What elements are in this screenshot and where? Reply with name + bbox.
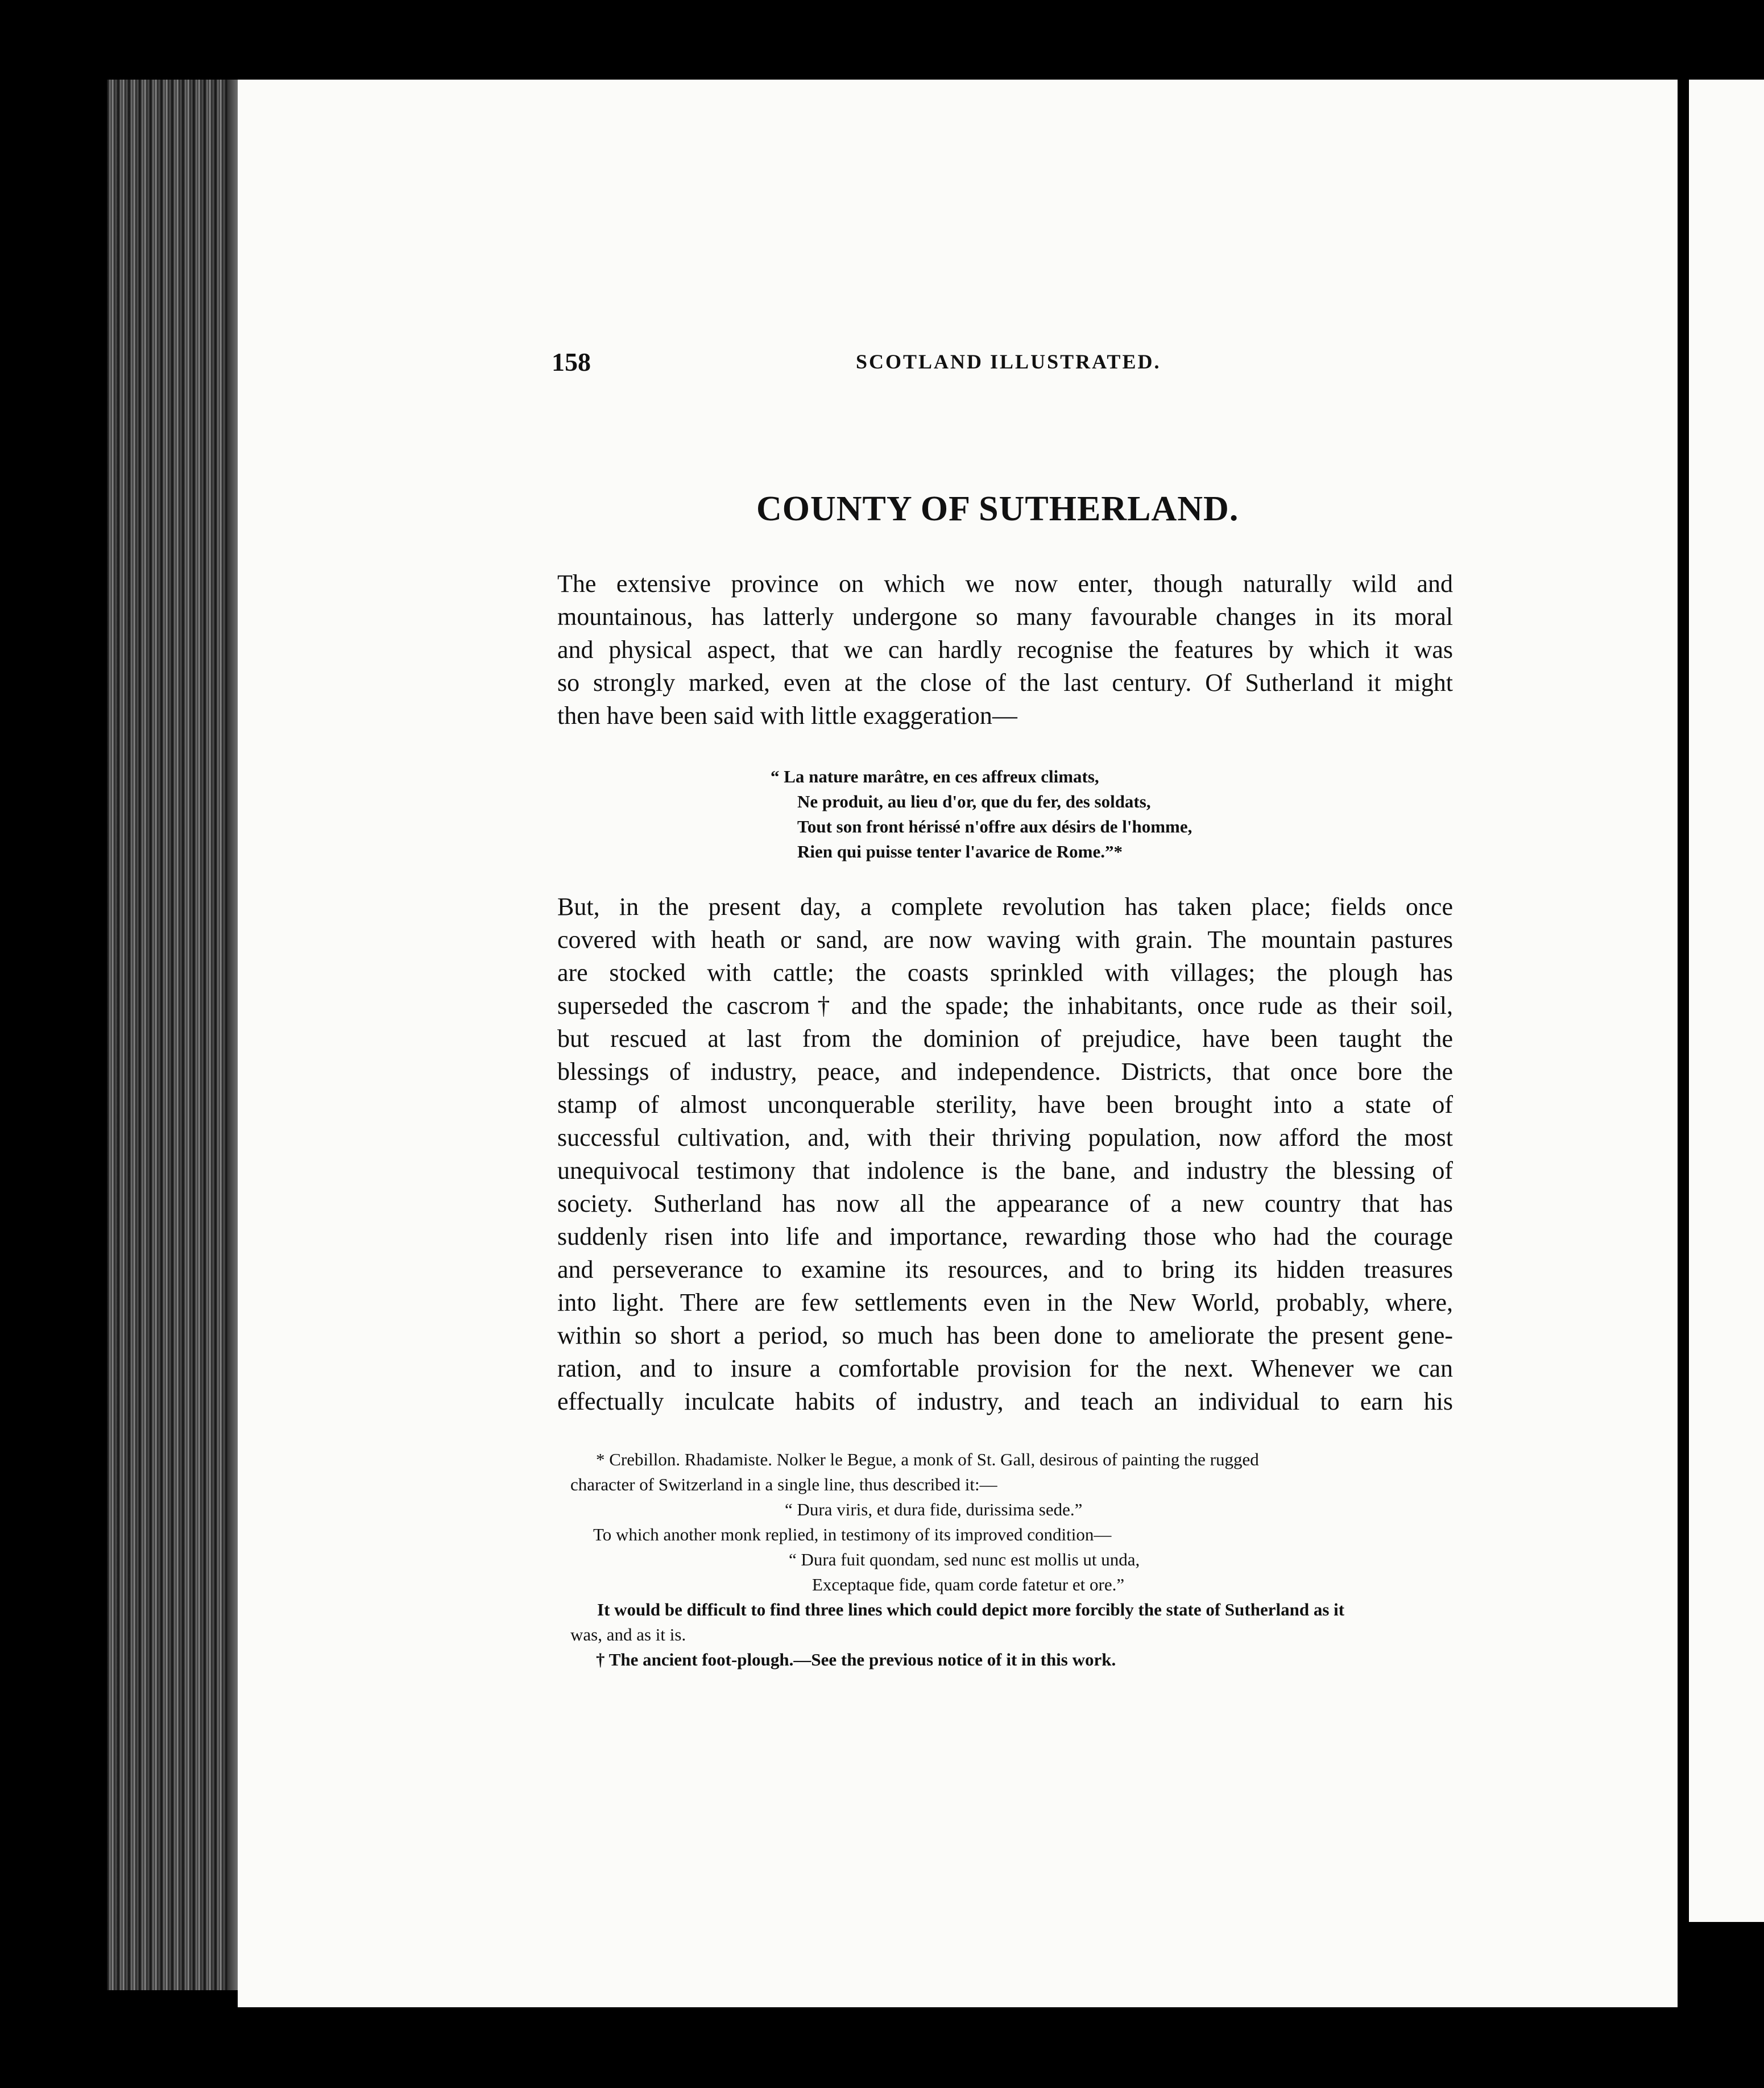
footnote-line: character of Switzerland in a single line, thus described it:—	[570, 1474, 997, 1494]
paragraph-line: But, in the present day, a complete revolution has taken place; fields once	[557, 893, 1453, 921]
verse-line: “ La nature marâtre, en ces affreux climats,	[771, 767, 1099, 786]
paragraph-line: within so short a period, so much has been done to ameliorate the present gene-	[557, 1321, 1453, 1349]
paragraph-line: and perseverance to examine its resources, and to bring its hidden treasures	[557, 1256, 1453, 1283]
chapter-title: COUNTY OF SUTHERLAND.	[756, 490, 1239, 528]
verse-line: Rien qui puisse tenter l'avarice de Rome.”*	[797, 842, 1123, 861]
intro-line: so strongly marked, even at the close of the last century. Of Sutherland it might	[557, 669, 1453, 697]
paragraph-line: ration, and to insure a comfortable provision for the next. Whenever we can	[557, 1354, 1453, 1382]
intro-line: then have been said with little exaggeration—	[557, 702, 1017, 730]
paragraph-line: effectually inculcate habits of industry, and teach an individual to earn his	[557, 1387, 1453, 1415]
verse-line: Tout son front hérissé n'offre aux désirs de l'homme,	[797, 817, 1192, 836]
intro-line: and physical aspect, that we can hardly recognise the features by which it was	[557, 636, 1453, 664]
footnote-line: “ Dura fuit quondam, sed nunc est mollis ut unda,	[789, 1550, 1140, 1569]
intro-line: The extensive province on which we now enter, though naturally wild and	[557, 570, 1453, 598]
page-number: 158	[552, 347, 591, 376]
footnote-line: Exceptaque fide, quam corde fatetur et ore.”	[812, 1575, 1125, 1594]
book-page-edges	[107, 80, 238, 1990]
paragraph-line: covered with heath or sand, are now waving with grain. The mountain pastures	[557, 926, 1453, 954]
paragraph-line: but rescued at last from the dominion of prejudice, have been taught the	[557, 1025, 1453, 1053]
paragraph-line: are stocked with cattle; the coasts sprinkled with villages; the plough has	[557, 959, 1453, 987]
footnote-line: “ Dura viris, et dura fide, durissima sede.”	[785, 1499, 1083, 1519]
footnote-line: * Crebillon. Rhadamiste. Nolker le Begue, a monk of St. Gall, desirous of painting the rugged	[596, 1449, 1259, 1469]
verse-line: Ne produit, au lieu d'or, que du fer, des soldats,	[797, 792, 1151, 811]
book-edge-shadow	[227, 80, 239, 1990]
footnote-line: was, and as it is.	[570, 1625, 686, 1644]
running-head: SCOTLAND ILLUSTRATED.	[856, 350, 1161, 373]
paragraph-line: into light. There are few settlements even in the New World, probably, where,	[557, 1289, 1453, 1316]
paragraph-line: stamp of almost unconquerable sterility, have been brought into a state of	[557, 1091, 1453, 1118]
footnote-line: It would be difficult to find three lines which could depict more forcibly the state of Sutherland as it	[597, 1600, 1345, 1619]
footnote-line: To which another monk replied, in testimony of its improved condition—	[593, 1524, 1112, 1544]
footnote-line: † The ancient foot-plough.—See the previous notice of it in this work.	[596, 1650, 1116, 1669]
facing-page-edge	[1689, 80, 1764, 1922]
paragraph-line: unequivocal testimony that indolence is the bane, and industry the blessing of	[557, 1157, 1453, 1184]
intro-line: mountainous, has latterly undergone so many favourable changes in its moral	[557, 603, 1453, 631]
paragraph-line: suddenly risen into life and importance, rewarding those who had the courage	[557, 1223, 1453, 1250]
paragraph-line: blessings of industry, peace, and independence. Districts, that once bore the	[557, 1058, 1453, 1086]
paragraph-line: superseded the cascrom† and the spade; the inhabitants, once rude as their soil,	[557, 992, 1453, 1020]
paragraph-line: society. Sutherland has now all the appearance of a new country that has	[557, 1190, 1453, 1217]
paragraph-line: successful cultivation, and, with their thriving population, now afford the most	[557, 1124, 1453, 1151]
